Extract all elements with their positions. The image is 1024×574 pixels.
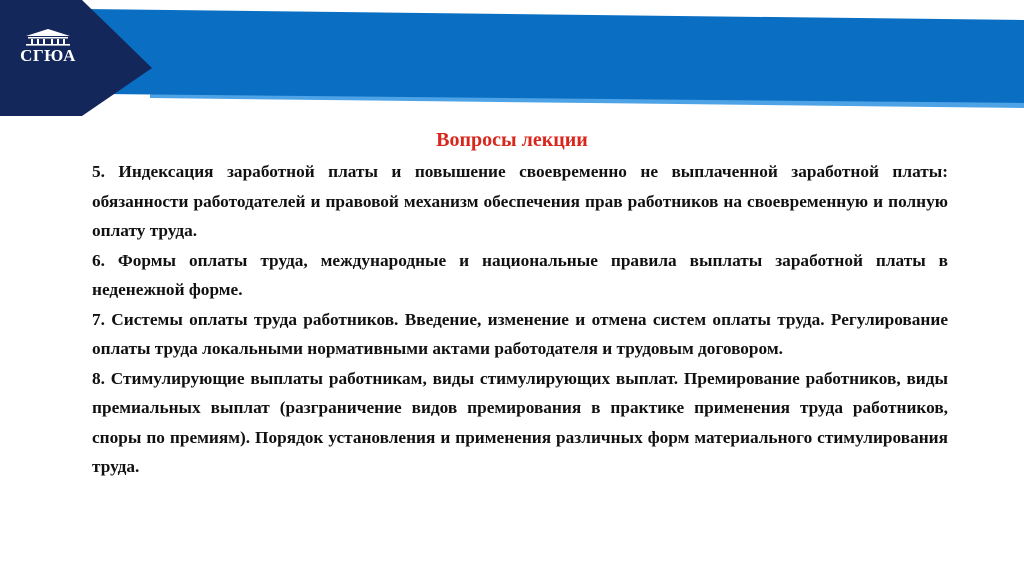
question-5: 5. Индексация заработной платы и повышение своевременно не выплаченной заработной платы: обязанности работодателей и правовой механизм обеспечения прав работников на своевременную и полную оплату труда.	[92, 162, 948, 240]
question-8: 8. Стимулирующие выплаты работникам, виды стимулирующих выплат. Премирование работников, виды премиальных выплат (разграничение видов премирования в практике применения труда работников, споры по премиям). Порядок установления и применения различных форм материального стимулирования труда.	[92, 368, 948, 476]
slide-title: Вопросы лекции	[436, 129, 588, 151]
logo-text: СГЮА	[20, 46, 76, 65]
logo	[8, 28, 88, 78]
question-7: 7. Системы оплаты труда работников. Введение, изменение и отмена систем оплаты труда. Регулирование оплаты труда локальными нормативными актами работодателя и трудовым договором.	[92, 309, 948, 358]
header-band	[0, 0, 1024, 120]
header-blue-band	[0, 8, 1024, 103]
lecture-questions	[92, 157, 948, 482]
question-6: 6. Формы оплаты труда, международные и национальные правила выплаты заработной платы в неденежной форме.	[92, 250, 948, 299]
building-columns-icon	[20, 28, 76, 46]
